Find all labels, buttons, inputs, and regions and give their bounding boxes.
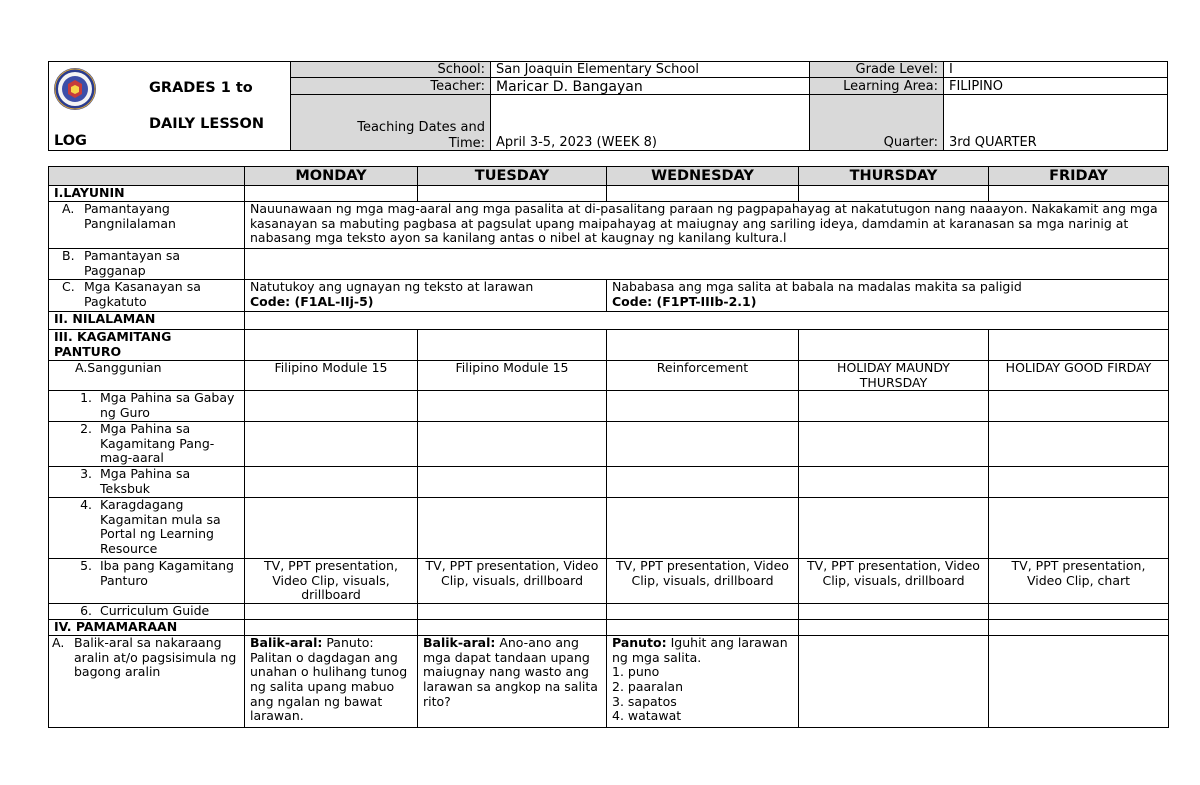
wednesday-list-item-3: 3. sapatos [612, 693, 677, 709]
wednesday-list-item-4: 4. watawat [612, 708, 682, 724]
label-karagdagang-kagamitan: Karagdagang Kagamitan mula sa Portal ng Learning Resource [100, 497, 221, 556]
label-curriculum-guide: Curriculum Guide [100, 603, 210, 619]
label-balik-aral: Balik-aral sa nakaraang aralin at/o pagsisimula ng bagong aralin [74, 635, 237, 680]
kagamitan-tuesday: TV, PPT presentation, Video Clip, visuals, drillboard [418, 559, 607, 604]
row-balik-aral [49, 636, 1169, 728]
corner-cell [49, 167, 245, 186]
pamamaraan-row [49, 620, 1169, 636]
row-item-6 [49, 604, 1169, 620]
dates-value: April 3-5, 2023 (WEEK 8) [496, 135, 657, 150]
section-pamamaraan: IV. PAMAMARAAN [49, 620, 245, 636]
nilalaman-value [245, 312, 1169, 330]
label-gabay-ng-guro: Mga Pahina sa Gabay ng Guro [100, 390, 235, 420]
teacher-label-cell [290, 77, 491, 95]
label-teksbuk: Mga Pahina sa Teksbuk [100, 466, 191, 496]
school-value-cell [490, 61, 810, 78]
grade-label: Grade Level: [855, 62, 938, 77]
kagamitan-wednesday: TV, PPT presentation, Video Clip, visuals, drillboard [607, 559, 799, 604]
row-pamantayang-pangnilalaman [49, 202, 1169, 249]
teacher-label: Teacher: [430, 79, 485, 94]
teacher-value: Maricar D. Bangayan [496, 79, 643, 95]
school-label: School: [437, 62, 485, 77]
section-kagamitan: III. KAGAMITANG PANTURO [49, 330, 245, 361]
kagamitan-friday: TV, PPT presentation, Video Clip, chart [989, 559, 1169, 604]
day-header-row [49, 167, 1169, 186]
monday-balik-aral-text: Panuto: Palitan o dagdagan ang unahan o hulihang tunog ng salita upang mabuo ang ngalan ng bawat larawan. [250, 635, 408, 724]
item-5-number: 5. [80, 558, 92, 574]
label-cell-b [49, 249, 245, 280]
pamantayang-pangnilalaman-text: Nauunawaan ng mga mag-aaral ang mga pasalita at di-pasalitang paraan ng pagpapahayag at nakatutugon nang naaayon. Nakakamit ang mga kasanayan sa mabuting pagbasa at pagsulat upang maipahayag at maiugnay ang sariling ideya, damdamin at karanasan sa mga narinig at nabasang mga teksto ayon sa kanilang antas o nibel at kaugnay ng kanilang kultura.l [245, 202, 1169, 249]
label-kasanayan: Mga Kasanayan sa Pagkatuto [84, 279, 201, 309]
monday-balik-aral-label: Balik-aral: [250, 635, 323, 651]
kasanayan-right-cell [607, 280, 1169, 312]
kagamitan-thursday: TV, PPT presentation, Video Clip, visuals, drillboard [799, 559, 989, 604]
sanggunian-friday: HOLIDAY GOOD FIRDAY [989, 361, 1169, 391]
row-pamantayan-sa-pagganap [49, 249, 1169, 280]
label-cell-c [49, 280, 245, 312]
title-line-2: DAILY LESSON [149, 116, 265, 132]
dates-label-2: Time: [448, 136, 485, 151]
row-kasanayan [49, 280, 1169, 312]
kasanayan-left-cell [245, 280, 607, 312]
day-monday: MONDAY [245, 167, 418, 186]
title-box [48, 61, 291, 151]
dates-label-cell [290, 94, 491, 151]
label-cell-item-6 [49, 604, 245, 620]
label-pamantayang-pangnilalaman: Pamantayang Pangnilalaman [84, 201, 176, 231]
section-nilalaman: II. NILALAMAN [49, 312, 245, 330]
balik-aral-wednesday [607, 636, 799, 728]
wednesday-list-item-2: 2. paaralan [612, 678, 684, 694]
wednesday-list-item-1: 1. puno [612, 664, 660, 680]
grade-value-cell [943, 61, 1168, 78]
kasanayan-right-text: Nababasa ang mga salita at babala na madalas makita sa paligid [612, 279, 1022, 294]
lesson-table [48, 166, 1169, 728]
dates-value-cell [490, 94, 810, 151]
area-value-cell [943, 77, 1168, 95]
balik-aral-tuesday [418, 636, 607, 728]
wednesday-panuto-text: Iguhit ang larawan ng mga salita. [612, 635, 788, 665]
area-label: Learning Area: [843, 79, 938, 94]
row-item-5 [49, 559, 1169, 604]
label-pamantayan-sa-pagganap: Pamantayan sa Pagganap [84, 248, 181, 278]
row-item-3 [49, 467, 1169, 498]
label-cell-item-4 [49, 498, 245, 559]
nilalaman-row [49, 312, 1169, 330]
sanggunian-wednesday: Reinforcement [607, 361, 799, 391]
label-sanggunian: A.Sanggunian [49, 361, 245, 391]
item-1-number: 1. [80, 390, 92, 406]
item-6-number: 6. [80, 603, 92, 619]
sanggunian-thursday: HOLIDAY MAUNDY THURSDAY [799, 361, 989, 391]
tuesday-balik-aral-text: Ano-ano ang mga dapat tandaan upang maiugnay nang wasto ang larawan sa angkop na salita rito? [423, 635, 598, 709]
item-2-number: 2. [80, 421, 92, 437]
section-layunin: I.LAYUNIN [49, 186, 245, 202]
kagamitan-row [49, 330, 1169, 361]
label-cell-item-2 [49, 422, 245, 467]
balik-aral-thursday [799, 636, 989, 728]
row-item-2 [49, 422, 1169, 467]
tuesday-balik-aral-label: Balik-aral: [423, 635, 496, 651]
grade-value: I [949, 62, 953, 77]
day-wednesday: WEDNESDAY [607, 167, 799, 186]
area-value: FILIPINO [949, 79, 1004, 94]
letter-iv-a: A. [52, 635, 65, 651]
quarter-value: 3rd QUARTER [949, 135, 1037, 150]
kasanayan-right-code: Code: (F1PT-IIIb-2.1) [612, 293, 757, 309]
letter-a: A. [62, 201, 75, 216]
quarter-label: Quarter: [883, 135, 938, 150]
kasanayan-left-text: Natutukoy ang ugnayan ng teksto at larawan [250, 279, 534, 294]
letter-b: B. [62, 248, 75, 263]
balik-aral-friday [989, 636, 1169, 728]
label-cell-item-1 [49, 391, 245, 422]
kasanayan-left-code: Code: (F1AL-IIj-5) [250, 293, 374, 309]
dates-label-1: Teaching Dates and [357, 120, 485, 135]
label-cell-a [49, 202, 245, 249]
letter-c: C. [62, 279, 75, 294]
day-friday: FRIDAY [989, 167, 1169, 186]
sanggunian-row [49, 361, 1169, 391]
layunin-row [49, 186, 1169, 202]
school-value: San Joaquin Elementary School [496, 62, 699, 77]
school-label-cell [290, 61, 491, 78]
row-item-1 [49, 391, 1169, 422]
quarter-value-cell [943, 94, 1168, 151]
balik-aral-monday [245, 636, 418, 728]
label-cell-item-3 [49, 467, 245, 498]
day-tuesday: TUESDAY [418, 167, 607, 186]
teacher-value-cell [490, 77, 810, 95]
sanggunian-tuesday: Filipino Module 15 [418, 361, 607, 391]
item-4-number: 4. [80, 497, 92, 513]
wednesday-panuto-label: Panuto: [612, 635, 667, 651]
area-label-cell [809, 77, 944, 95]
label-cell-item-5 [49, 559, 245, 604]
sanggunian-monday: Filipino Module 15 [245, 361, 418, 391]
pamantayan-sa-pagganap-value [245, 249, 1169, 280]
kagamitan-monday: TV, PPT presentation, Video Clip, visuals, drillboard [245, 559, 418, 604]
label-kagamitang-pang-mag-aaral: Mga Pahina sa Kagamitang Pang-mag-aaral [100, 421, 215, 466]
item-3-number: 3. [80, 466, 92, 482]
quarter-label-cell [809, 94, 944, 151]
title-line-3: LOG [54, 133, 87, 149]
label-cell-balik-aral [49, 636, 245, 728]
grade-label-cell [809, 61, 944, 78]
deped-seal-icon [53, 67, 97, 111]
day-thursday: THURSDAY [799, 167, 989, 186]
label-iba-pang-kagamitan: Iba pang Kagamitang Panturo [100, 558, 234, 588]
title-line-1: GRADES 1 to [149, 80, 253, 96]
row-item-4 [49, 498, 1169, 559]
header-block [48, 61, 1168, 151]
